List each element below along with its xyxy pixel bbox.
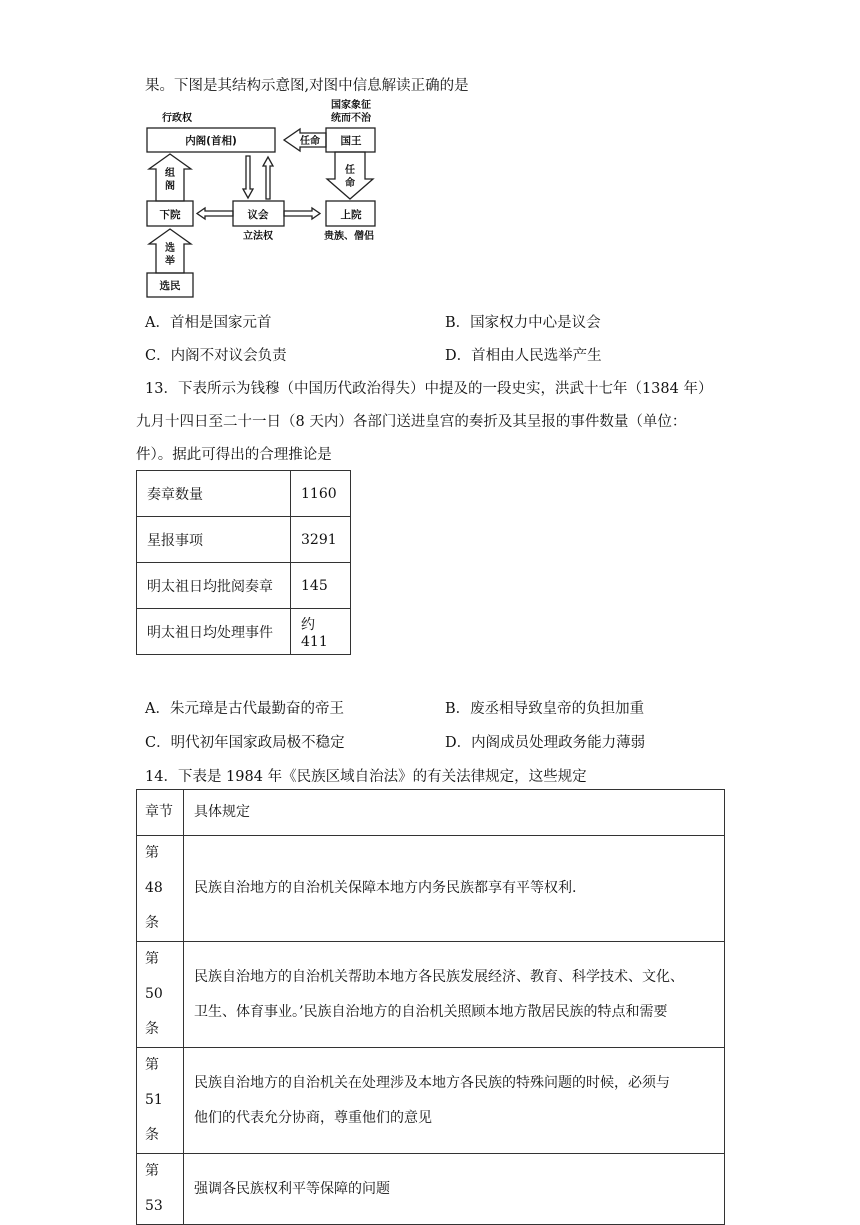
q14-chapter-line1: 第 51 <box>145 1057 163 1108</box>
nobles-clergy-label: 贵族、僧侣 <box>324 231 374 242</box>
table-row <box>137 1154 725 1225</box>
elect-label-v1: 选 <box>165 243 175 254</box>
table-row <box>137 790 725 836</box>
q12-option-b: B．国家权力中心是议会 <box>445 315 601 331</box>
q13-option-b: B．废丞相导致皇帝的负担加重 <box>445 701 645 717</box>
parliament-to-cabinet-arrow <box>263 157 273 199</box>
q14-provision-line1: 民族自治地方的自治机关帮助本地方各民族发展经济、教育、科学技术、文化、 <box>194 968 684 985</box>
parliament-to-lower-arrow <box>197 208 233 219</box>
q14-chapter-line1: 第 48 <box>145 845 163 896</box>
parliament-label: 议会 <box>247 209 269 221</box>
table-row <box>137 471 351 517</box>
q13-cell-value: 1160 <box>291 471 351 517</box>
table-row <box>137 1048 725 1154</box>
q13-option-d: D．内阁成员处理政务能力薄弱 <box>445 735 646 751</box>
q13-table <box>136 470 351 655</box>
q12-option-a: A．首相是国家元首 <box>145 315 272 331</box>
q12-option-c: C．内阁不对议会负责 <box>145 348 287 364</box>
q13-stem-line3: 件）。据此可得出的合理推论是 <box>136 447 332 463</box>
q14-row-chapter <box>137 1154 184 1225</box>
q14-row-chapter <box>137 942 184 1048</box>
q13-cell-value: 约 411 <box>291 609 351 655</box>
q14-header-chapter: 章节 <box>137 790 184 836</box>
q14-row-chapter <box>137 836 184 942</box>
q12-stem-tail: 果。下图是其结构示意图,对图中信息解读正确的是 <box>145 78 469 94</box>
form-cabinet-label-v1: 组 <box>165 168 175 179</box>
q14-row-chapter <box>137 1048 184 1154</box>
table-row <box>137 563 351 609</box>
q14-header-provision: 具体规定 <box>184 790 725 836</box>
cabinet-to-parliament-arrow <box>243 156 253 198</box>
appoint-label: 任命 <box>300 136 320 147</box>
parliament-to-upper-arrow <box>284 208 320 219</box>
appoint-label-v1: 任 <box>345 165 355 176</box>
q14-stem: 14．下表是 1984 年《民族区域自治法》的有关法律规定，这些规定 <box>145 769 587 785</box>
q14-table <box>136 789 725 1225</box>
q14-row-provision <box>184 836 725 942</box>
q14-chapter-line1: 第 53 <box>145 1163 163 1214</box>
q13-stem-line2: 九月十四日至二十一日（8 天内）各部门送进皇宫的奏折及其呈报的事件数量（单位： <box>136 414 687 430</box>
q14-chapter-line2: 条 <box>145 1127 159 1143</box>
q13-cell-value: 145 <box>291 563 351 609</box>
q12-option-d: D．首相由人民选举产生 <box>445 348 602 364</box>
table-row <box>137 609 351 655</box>
q13-stem-line1: 13．下表所示为钱穆（中国历代政治得失）中提及的一段史实，洪武十七年（1384 年） <box>145 381 713 397</box>
form-cabinet-label-v2: 阁 <box>165 181 175 192</box>
table-row <box>137 836 725 942</box>
reign-not-rule-label: 统而不治 <box>331 113 371 124</box>
q14-provision-line2: 他们的代表允分协商，尊重他们的意见 <box>194 1109 432 1126</box>
q13-option-a: A．朱元璋是古代最勤奋的帝王 <box>145 701 344 717</box>
q13-cell-label: 奏章数量 <box>137 471 291 517</box>
q14-provision-line1: 民族自治地方的自治机关保障本地方内务民族都享有平等权利. <box>194 880 577 896</box>
q14-provision-line2: 卫生、体育事业。’民族自治地方的自治机关照顾本地方散居民族的特点和需要 <box>194 1003 668 1020</box>
lower-house-label: 下院 <box>159 209 181 221</box>
cabinet-label: 内阁(首相) <box>185 135 237 147</box>
king-label: 国王 <box>340 135 362 147</box>
q14-row-provision <box>184 1048 725 1154</box>
upper-house-label: 上院 <box>340 209 362 221</box>
q14-chapter-line1: 第 50 <box>145 951 163 1002</box>
legislative-power-label: 立法权 <box>243 231 273 242</box>
table-row <box>137 517 351 563</box>
q14-row-provision <box>184 1154 725 1225</box>
q13-cell-label: 明太祖日均处理事件 <box>137 609 291 655</box>
table-row <box>137 942 725 1048</box>
q13-option-c: C．明代初年国家政局极不稳定 <box>145 735 345 751</box>
voters-label: 选民 <box>159 280 181 292</box>
q13-cell-label: 明太祖日均批阅奏章 <box>137 563 291 609</box>
parliament-structure-diagram <box>140 96 390 300</box>
q14-provision-line1: 强调各民族权利平等保障的问题 <box>194 1180 390 1197</box>
q13-cell-label: 星报事项 <box>137 517 291 563</box>
appoint-label-v2: 命 <box>345 178 355 189</box>
q13-cell-value: 3291 <box>291 517 351 563</box>
elect-label-v2: 举 <box>165 256 175 267</box>
national-symbol-label: 国家象征 <box>331 100 371 111</box>
q14-provision-line1: 民族自治地方的自治机关在处理涉及本地方各民族的特殊问题的时候，必须与 <box>194 1074 670 1091</box>
q14-chapter-line2: 条 <box>145 1021 159 1037</box>
q14-chapter-line2: 条 <box>145 915 159 931</box>
executive-power-label: 行政权 <box>162 113 192 124</box>
q14-row-provision <box>184 942 725 1048</box>
